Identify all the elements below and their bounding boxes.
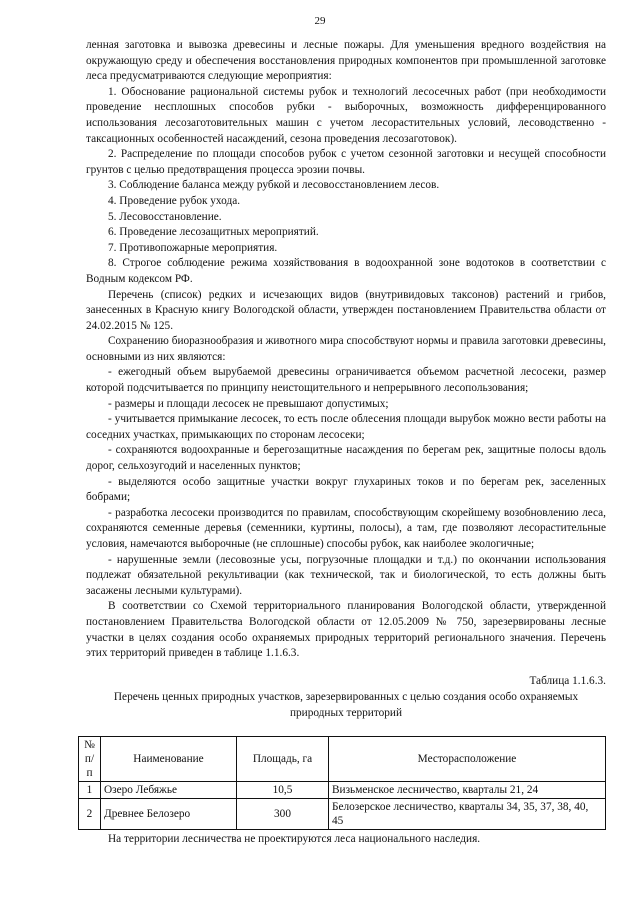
header-name: Наименование — [101, 737, 237, 782]
body-text — [86, 38, 606, 662]
paragraph: 4. Проведение рубок ухода. — [108, 194, 241, 207]
paragraph: - выделяются особо защитные участки вокруг глухариных токов и по берегам рек, заселенных бобрами; — [86, 475, 606, 504]
paragraph: ленная заготовка и вывозка древесины и лесные пожары. Для уменьшения вредного воздействия на окружающую среду и обеспечения восстановления природных компонентов при промышленной заготовке леса предусматриваются следующие мероприятия: — [86, 39, 606, 83]
paragraph: 2. Распределение по площади способов рубок с учетом сезонной заготовки и несущей способности грунтов с целью предотвращения процесса эрозии почвы. — [86, 148, 606, 176]
header-number: № п/п — [79, 737, 101, 782]
paragraph: 1. Обоснование рациональной системы рубок и технологий лесосечных работ (при необходимости проведение несплошных способов рубки - выборочных, возможность дифференцированного использования лесозаготовительных машин с учетом лесорастительных условий, лесоводственно - таксационных особенностей насаждений, сезона проведения лесозаготовок). — [86, 85, 606, 145]
table-title: Перечень ценных природных участков, зарезервированных с целью создания особо охраняемых природных территорий — [113, 691, 579, 719]
paragraph: 5. Лесовосстановление. — [108, 210, 222, 223]
cell-location: Визьменское лесничество, кварталы 21, 24 — [329, 782, 606, 799]
paragraph: 7. Противопожарные мероприятия. — [108, 241, 278, 254]
page-number: 29 — [314, 15, 326, 27]
table-caption: Таблица 1.1.6.3. — [529, 675, 606, 687]
table-row — [79, 799, 606, 830]
paragraph: 3. Соблюдение баланса между рубкой и лесовосстановлением лесов. — [108, 179, 440, 192]
paragraph: - нарушенные земли (лесовозные усы, погрузочные площадки и т.д.) по окончании использования подлежат обязательной рекультивации (как технической, так и биологической, то есть должны быть засажены лесными культурами). — [86, 553, 606, 597]
paragraph: - сохраняются водоохранные и берегозащитные насаждения по берегам рек, защитные полосы вдоль дорог, сельхозугодий и населенных пунктов; — [86, 444, 606, 473]
cell-area: 10,5 — [237, 782, 329, 799]
header-location: Месторасположение — [329, 737, 606, 782]
reserved-areas-table — [78, 736, 606, 830]
table-row — [79, 782, 606, 799]
cell-number: 1 — [79, 782, 101, 799]
paragraph: В соответствии со Схемой территориального планирования Вологодской области, утвержденной постановлением Правительства Вологодской области от 12.05.2009 № 750, зарезервированы лесные участки в целях создания особо охраняемых природных территорий регионального значения. Перечень этих территорий приведен в таблице 1.1.6.3. — [86, 600, 606, 660]
paragraph: - учитывается примыкание лесосек, то есть после облесения площади вырубок можно вести работы на соседних участках, примыкающих по сторонам лесосеки; — [86, 413, 606, 441]
cell-name: Озеро Лебяжье — [101, 782, 237, 799]
cell-area: 300 — [237, 799, 329, 830]
paragraph: - ежегодный объем вырубаемой древесины ограничивается объемом расчетной лесосеки, размер которой подсчитывается по принципу неистощительного и непрерывного лесопользования; — [86, 366, 606, 395]
cell-number: 2 — [79, 799, 101, 830]
paragraph: - размеры и площади лесосек не превышают допустимых; — [108, 397, 389, 410]
cell-location: Белозерское лесничество, кварталы 34, 35, 37, 38, 40, 45 — [329, 799, 606, 830]
paragraph: Сохранению биоразнообразия и животного мира способствуют нормы и правила заготовки древесины, основными из них являются: — [86, 335, 606, 363]
closing-paragraph: На территории лесничества не проектируются леса национального наследия. — [108, 833, 481, 845]
paragraph: - разработка лесосеки производится по правилам, способствующим скорейшему возобновлению леса, сохраняются семенные деревья (семенники, куртины, полосы), а там, где позволяют лесорастительные условия, намечаются выборочные (не сплошные) способы рубок, как наиболее экологичные; — [86, 506, 606, 550]
paragraph: Перечень (список) редких и исчезающих видов (внутривидовых таксонов) растений и грибов, занесенных в Красную книгу Вологодской области, утвержден постановлением Правительства области от 24.02.2015 № 125. — [86, 288, 606, 332]
table-header-row — [79, 737, 606, 782]
paragraph: 8. Строгое соблюдение режима хозяйствования в водоохранной зоне водотоков в соответствии с Водным кодексом РФ. — [86, 257, 606, 285]
header-area: Площадь, га — [237, 737, 329, 782]
cell-name: Древнее Белозеро — [101, 799, 237, 830]
paragraph: 6. Проведение лесозащитных мероприятий. — [108, 226, 319, 239]
